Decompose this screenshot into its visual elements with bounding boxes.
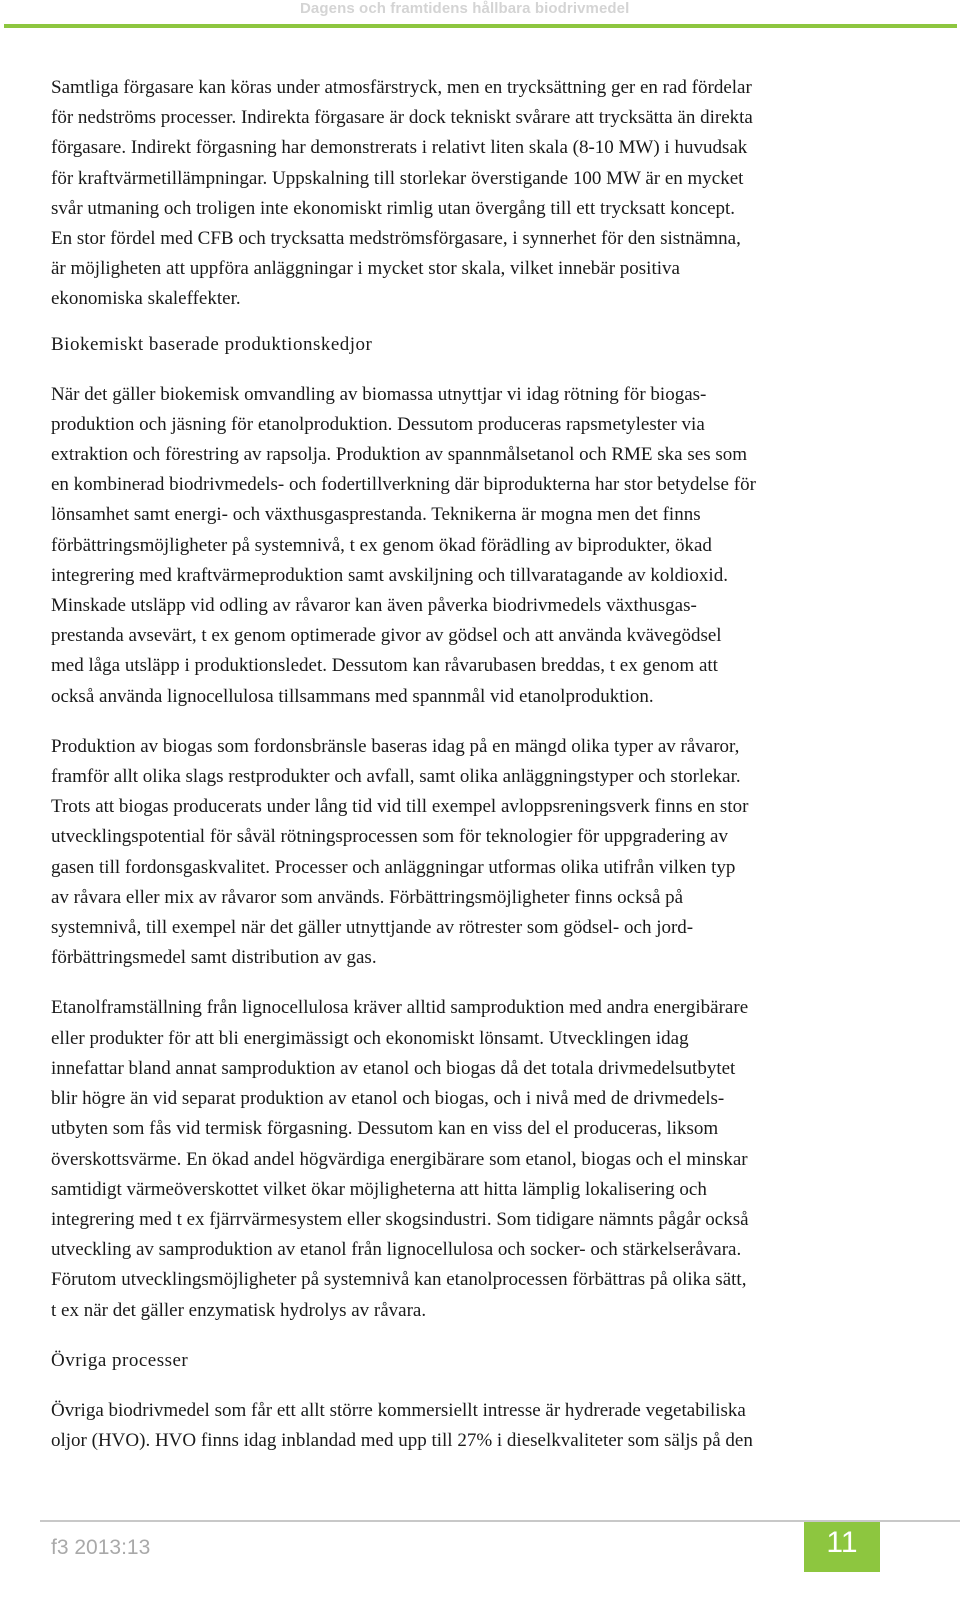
- text-line: t ex när det gäller enzymatisk hydrolys av råvara.: [51, 1299, 427, 1321]
- text-line: Minskade utsläpp vid odling av råvaror kan även påverka biodrivmedels växthusgas-: [51, 595, 697, 617]
- text-line: utbyten som fås vid termisk förgasning. Dessutom kan en viss del el produceras, liksom: [51, 1118, 719, 1140]
- text-line: ekonomiska skaleffekter.: [51, 288, 241, 310]
- body-paragraph: [51, 732, 916, 974]
- text-line: utveckling av samproduktion av etanol från lignocellulosa och socker- och stärkelseråvara.: [51, 1239, 742, 1261]
- text-line: Förutom utvecklingsmöjligheter på systemnivå kan etanolprocessen förbättras på olika sätt,: [51, 1269, 747, 1291]
- text-line: En stor fördel med CFB och trycksatta medströmsförgasare, i synnerhet för den sistnämna,: [51, 228, 741, 250]
- text-line: Etanolframställning från lignocellulosa kräver alltid samproduktion med andra energibärare: [51, 997, 749, 1019]
- text-line: Produktion av biogas som fordonsbränsle baseras idag på en mängd olika typer av råvaror,: [51, 735, 740, 757]
- document-body: [51, 73, 916, 1476]
- text-line: innefattar bland annat samproduktion av etanol och biogas då det totala drivmedelsutbytet: [51, 1057, 736, 1079]
- text-line: en kombinerad biodrivmedels- och fodertillverkning där biprodukterna har stor betydelse för: [51, 474, 756, 496]
- text-line: framför allt olika slags restprodukter och avfall, samt olika anläggningstyper och storlekar.: [51, 766, 741, 788]
- section-heading: Övriga processer: [51, 1349, 189, 1371]
- text-line: förgasare. Indirekt förgasning har demonstrerats i relativt liten skala (8-10 MW) i huvudsak: [51, 137, 748, 159]
- body-paragraph: [51, 993, 916, 1325]
- text-line: gasen till fordonsgaskvalitet. Processer och anläggningar utformas olika utifrån vilken typ: [51, 856, 736, 878]
- text-line: av råvara eller mix av råvaror som används. Förbättringsmöjligheter finns också på: [51, 886, 684, 908]
- text-line: oljor (HVO). HVO finns idag inblandad med upp till 27% i dieselkvaliteter som säljs på den: [51, 1429, 753, 1451]
- text-line: blir högre än vid separat produktion av etanol och biogas, och i nivå med de drivmedels-: [51, 1088, 725, 1110]
- text-line: förbättringsmedel samt distribution av gas.: [51, 947, 377, 969]
- page-number: 11: [826, 1526, 858, 1559]
- body-paragraph: [51, 73, 916, 315]
- text-line: prestanda avsevärt, t ex genom optimerade givor av gödsel och att använda kvävegödsel: [51, 625, 722, 647]
- text-line: Samtliga förgasare kan köras under atmosfärstryck, men en trycksättning ger en rad fördelar: [51, 77, 752, 98]
- text-line: samtidigt värmeöverskottet vilket ökar möjligheterna att hitta lämplig lokalisering och: [51, 1178, 707, 1200]
- text-line: Trots att biogas producerats under lång tid vid till exempel avloppsreningsverk finns en stor: [51, 796, 749, 818]
- text-line: utvecklingspotential för såväl rötningsprocessen som för teknologier för uppgradering av: [51, 826, 728, 848]
- text-line: integrering med t ex fjärrvärmesystem eller skogsindustri. Som tidigare nämnts pågår också: [51, 1208, 749, 1230]
- text-line: förbättringsmöjligheter på systemnivå, t ex genom ökad förädling av biprodukter, ökad: [51, 534, 712, 556]
- text-line: för kraftvärmetillämpningar. Uppskalning till storlekar överstigande 100 MW är en mycket: [51, 167, 744, 189]
- text-line: eller produkter för att bli energimässigt och ekonomiskt lönsamt. Utvecklingen idag: [51, 1027, 689, 1049]
- text-line: lönsamhet samt energi- och växthusgasprestanda. Teknikerna är mogna men det finns: [51, 504, 701, 526]
- section-heading: Biokemiskt baserade produktionskedjor: [51, 333, 373, 355]
- text-line: systemnivå, till exempel när det gäller utnyttjande av rötrester som gödsel- och jord-: [51, 917, 694, 939]
- text-line: också använda lignocellulosa tillsammans med spannmål vid etanolproduktion.: [51, 685, 654, 707]
- body-paragraph: [51, 380, 916, 712]
- text-line: överskottsvärme. En ökad andel högvärdiga energibärare som etanol, biogas och el minskar: [51, 1148, 748, 1170]
- text-line: är möjligheten att uppföra anläggningar i mycket stor skala, vilket innebär positiva: [51, 258, 680, 280]
- text-line: Övriga biodrivmedel som får ett allt större kommersiellt intresse är hydrerade vegetabiliska: [51, 1399, 746, 1421]
- text-line: produktion och jäsning för etanolproduktion. Dessutom produceras rapsmetylester via: [51, 413, 705, 435]
- text-line: extraktion och förestring av rapsolja. Produktion av spannmålsetanol och RME ska ses som: [51, 444, 748, 466]
- text-line: När det gäller biokemisk omvandling av biomassa utnyttjar vi idag rötning för biogas-: [51, 383, 707, 405]
- body-paragraph: [51, 1396, 916, 1456]
- running-header-title: Dagens och framtidens hållbara biodrivmedel: [300, 0, 630, 17]
- text-line: integrering med kraftvärmeproduktion samt avskiljning och tillvaratagande av koldioxid.: [51, 564, 728, 586]
- text-line: för nedströms processer. Indirekta förgasare är dock tekniskt svårare att trycksätta än direkta: [51, 107, 753, 129]
- text-line: med låga utsläpp i produktionsledet. Dessutom kan råvarubasen breddas, t ex genom att: [51, 655, 718, 677]
- text-line: svår utmaning och troligen inte ekonomiskt rimlig utan övergång till ett trycksatt koncept.: [51, 197, 736, 219]
- report-id: f3 2013:13: [51, 1536, 151, 1559]
- header-divider: [4, 24, 957, 28]
